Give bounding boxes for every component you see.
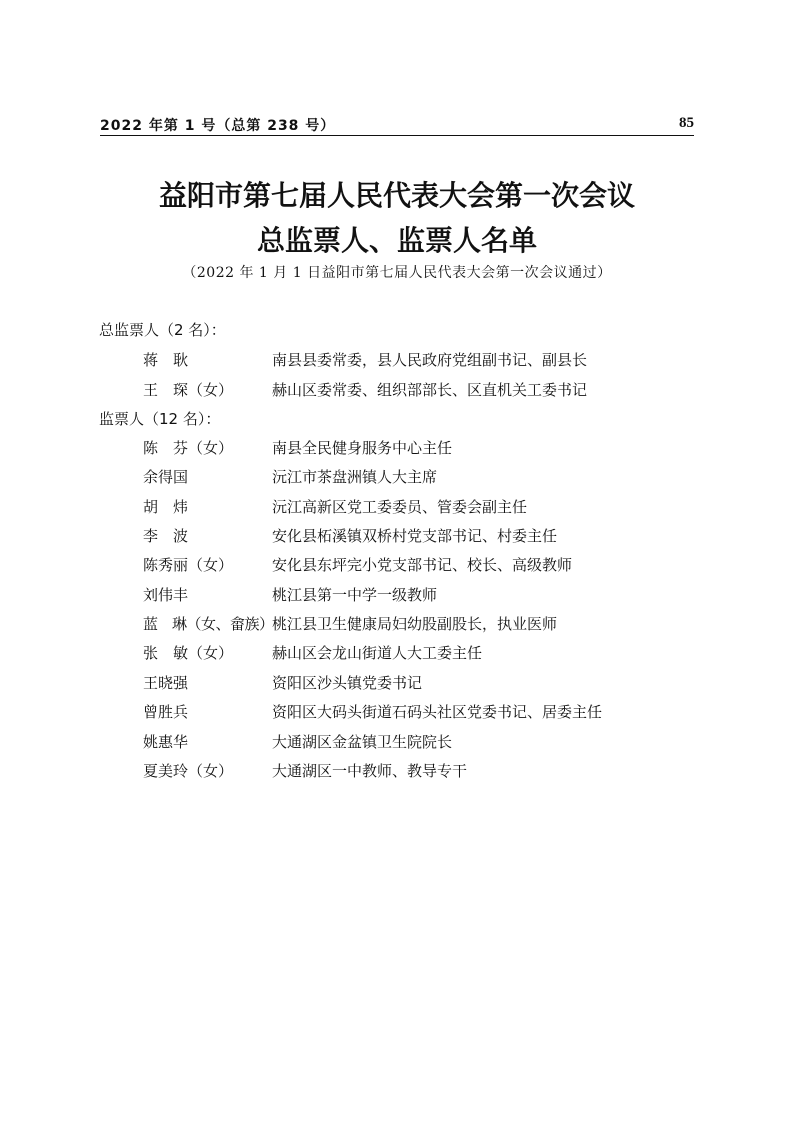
- page-header: [100, 113, 694, 136]
- page-number: 85: [679, 115, 694, 131]
- list-item: [0, 496, 794, 520]
- member-position: 南县县委常委，县人民政府党组副书记、副县长: [272, 351, 588, 369]
- member-name: 姚惠华: [143, 733, 189, 751]
- scrutineers-heading: 监票人（12 名）：: [99, 410, 221, 428]
- member-position: 资阳区大码头街道石码头社区党委书记、居委主任: [272, 703, 603, 721]
- member-name: 蓝 琳（女、畲族）: [143, 615, 274, 633]
- list-item: [0, 613, 794, 637]
- member-position: 桃江县第一中学一级教师: [272, 586, 438, 604]
- member-name: 王 琛（女）: [143, 381, 234, 399]
- member-position: 沅江高新区党工委委员、管委会副主任: [272, 498, 528, 516]
- member-position: 大通湖区金盆镇卫生院院长: [272, 733, 453, 751]
- list-item: [0, 672, 794, 696]
- list-item: [0, 731, 794, 755]
- list-item: [0, 554, 794, 578]
- list-item: [0, 437, 794, 461]
- member-position: 赫山区会龙山街道人大工委主任: [272, 644, 483, 662]
- chief-scrutineers-heading: 总监票人（2 名）：: [99, 321, 226, 339]
- issue-number: 2022 年第 1 号（总第 238 号）: [100, 118, 336, 134]
- member-position: 桃江县卫生健康局妇幼股副股长，执业医师: [272, 615, 558, 633]
- list-item: [0, 525, 794, 549]
- member-name: 胡 炜: [143, 498, 189, 516]
- list-item: [0, 701, 794, 725]
- document-title-line2: 总监票人、监票人名单: [256, 224, 537, 257]
- list-item: [0, 379, 794, 403]
- list-item: [0, 466, 794, 490]
- member-position: 赫山区委常委、组织部部长、区直机关工委书记: [272, 381, 588, 399]
- member-position: 沅江市茶盘洲镇人大主席: [272, 468, 438, 486]
- member-name: 刘伟丰: [143, 586, 189, 604]
- list-item: [0, 349, 794, 373]
- member-position: 安化县东坪完小党支部书记、校长、高级教师: [272, 556, 573, 574]
- member-name: 李 波: [143, 527, 189, 545]
- member-name: 陈秀丽（女）: [143, 556, 234, 574]
- document-title-line1: 益阳市第七届人民代表大会第一次会议: [158, 179, 635, 212]
- member-position: 南县全民健身服务中心主任: [272, 439, 453, 457]
- member-position: 大通湖区一中教师、教导专干: [272, 762, 468, 780]
- document-subtitle: （2022 年 1 月 1 日益阳市第七届人民代表大会第一次会议通过）: [182, 265, 612, 281]
- member-name: 王晓强: [143, 674, 189, 692]
- member-position: 资阳区沙头镇党委书记: [272, 674, 423, 692]
- member-name: 蒋 耿: [143, 351, 189, 369]
- member-name: 余得国: [143, 468, 189, 486]
- member-name: 曾胜兵: [143, 703, 189, 721]
- list-item: [0, 760, 794, 784]
- member-position: 安化县柘溪镇双桥村党支部书记、村委主任: [272, 527, 558, 545]
- member-name: 夏美玲（女）: [143, 762, 234, 780]
- member-name: 陈 芬（女）: [143, 439, 234, 457]
- list-item: [0, 584, 794, 608]
- member-name: 张 敏（女）: [143, 644, 234, 662]
- list-item: [0, 642, 794, 666]
